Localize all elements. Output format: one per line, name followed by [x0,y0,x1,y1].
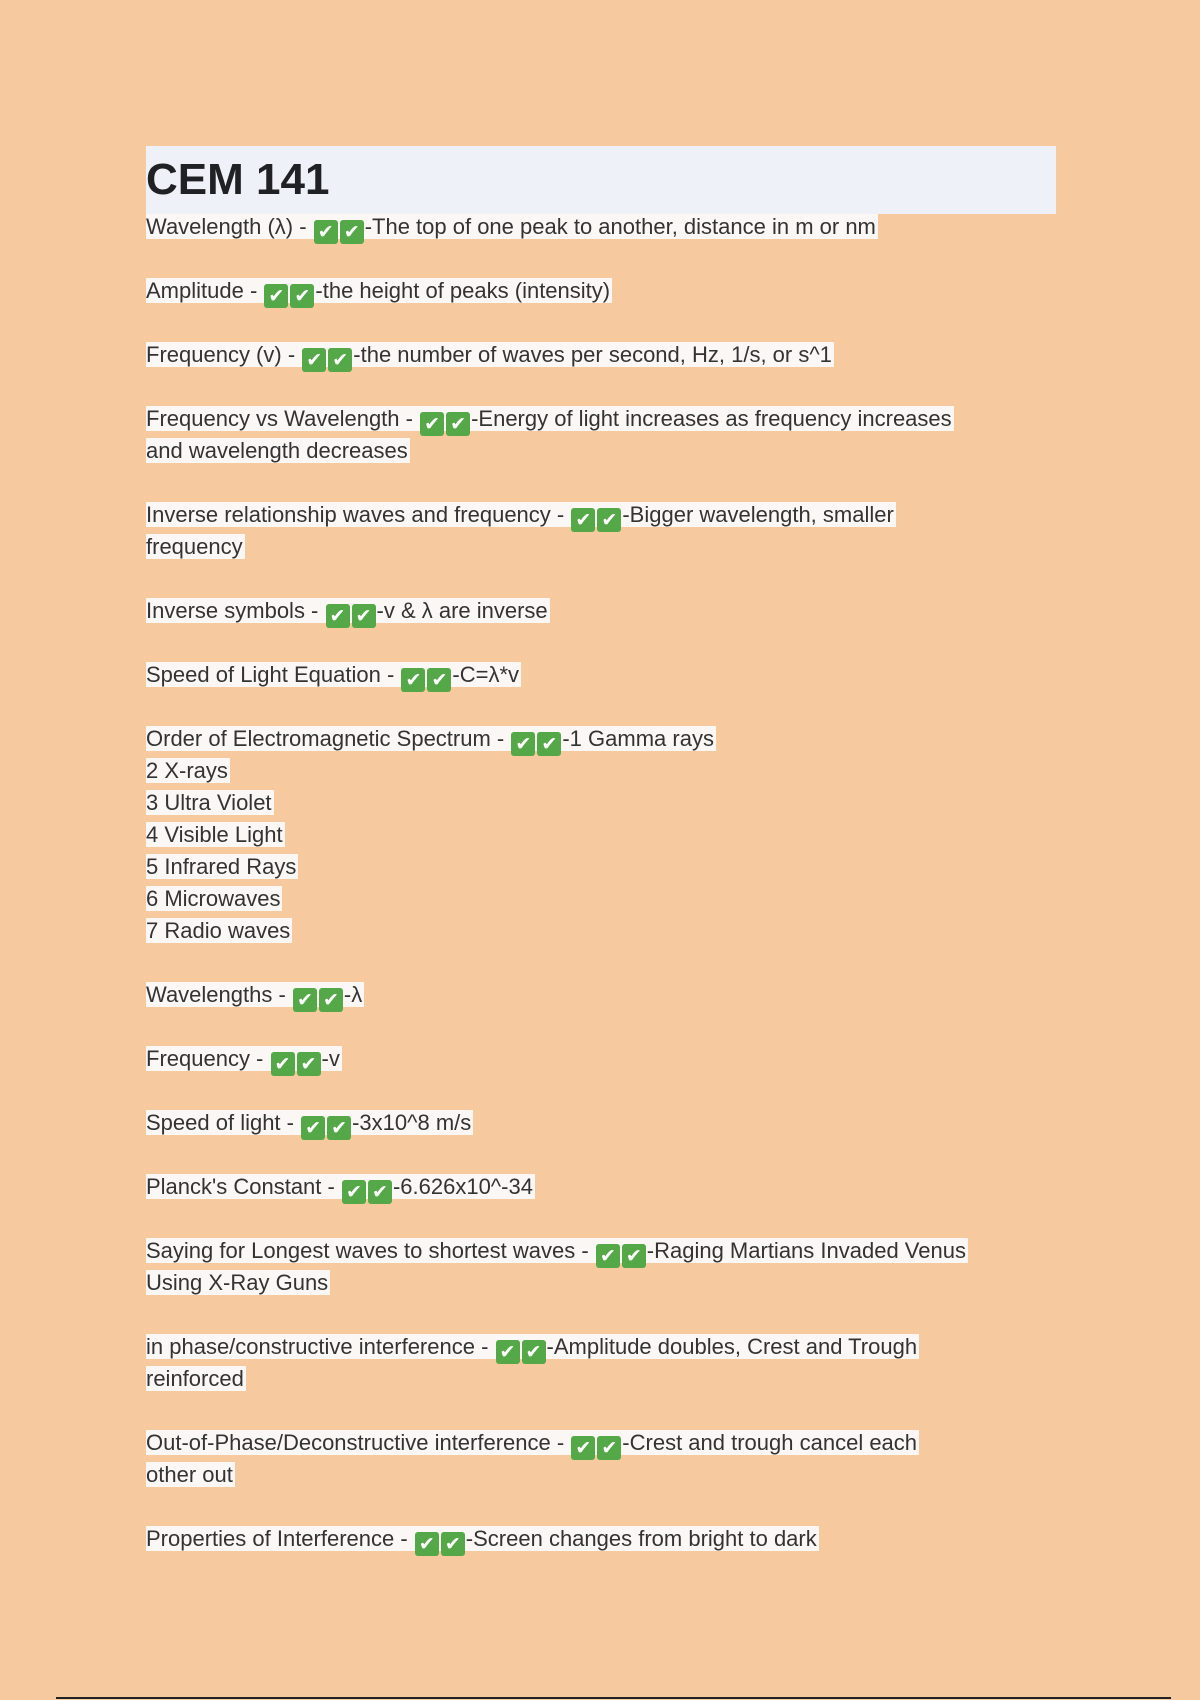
entry-first-line [146,1523,1066,1555]
entry-continuation-line [146,531,1066,563]
entry-term: Frequency vs Wavelength - [146,406,420,431]
entry-continuation-line [146,883,1066,915]
check-mark-icon: ✔ [597,1436,621,1460]
entry-definition: -Raging Martians Invaded Venus [646,1238,966,1263]
entry-continuation-line [146,819,1066,851]
entry-definition: 5 Infrared Rays [146,854,297,879]
page-title: CEM 141 [146,155,330,204]
entry-definition: -Crest and trough cancel each [622,1430,918,1455]
entry-definition: -The top of one peak to another, distance in m or nm [364,214,876,239]
flashcard-entry [146,1523,1066,1555]
check-mark-icon: ✔ [314,220,338,244]
highlighted-text [146,1238,968,1267]
check-mark-icon: ✔ [297,1052,321,1076]
entry-definition: -the height of peaks (intensity) [315,278,611,303]
highlighted-text [146,1270,330,1295]
entry-definition: -v [321,1046,340,1071]
entry-definition: -Bigger wavelength, smaller [622,502,894,527]
entry-term: Speed of Light Equation - [146,662,401,687]
check-mark-icon: ✔ [571,508,595,532]
entry-term: Wavelengths - [146,982,292,1007]
check-mark-icon: ✔ [401,668,425,692]
entry-term: Amplitude - [146,278,264,303]
flashcard-entry [146,339,1066,371]
entry-definition: 7 Radio waves [146,918,291,943]
flashcard-entry [146,1107,1066,1139]
check-mark-icon: ✔ [537,732,561,756]
flashcard-entry [146,659,1066,691]
flashcard-entry [146,499,1066,563]
check-mark-icon: ✔ [327,1116,351,1140]
entry-term: Inverse symbols - [146,598,325,623]
flashcard-entry [146,595,1066,627]
entry-definition: -1 Gamma rays [562,726,714,751]
entry-definition: 4 Visible Light [146,822,283,847]
entry-definition: -Energy of light increases as frequency increases [471,406,952,431]
entry-first-line [146,1427,1066,1459]
entry-first-line [146,1107,1066,1139]
entry-continuation-line [146,1363,1066,1395]
check-mark-icon: ✔ [302,348,326,372]
entry-continuation-line [146,755,1066,787]
highlighted-text [146,534,245,559]
entry-first-line [146,659,1066,691]
entry-definition: reinforced [146,1366,244,1391]
highlighted-text [146,758,230,783]
check-mark-icon: ✔ [441,1532,465,1556]
entry-first-line [146,339,1066,371]
highlighted-text [146,790,274,815]
highlighted-text [146,1366,246,1391]
entry-first-line [146,211,1066,243]
check-mark-icon: ✔ [342,1180,366,1204]
highlighted-text [146,662,521,691]
highlighted-text [146,1046,342,1075]
check-mark-icon: ✔ [290,284,314,308]
entry-first-line [146,1331,1066,1363]
entry-first-line [146,1043,1066,1075]
entry-continuation-line [146,435,1066,467]
entry-continuation-line [146,1267,1066,1299]
entry-definition: 6 Microwaves [146,886,281,911]
entry-term: Frequency - [146,1046,270,1071]
entry-definition: -the number of waves per second, Hz, 1/s, or s^1 [353,342,832,367]
entry-first-line [146,499,1066,531]
highlighted-text [146,1430,919,1459]
entry-continuation-line [146,851,1066,883]
entry-continuation-line [146,1459,1066,1491]
highlighted-text [146,214,878,243]
entry-definition: 3 Ultra Violet [146,790,272,815]
entry-definition: Using X-Ray Guns [146,1270,329,1295]
check-mark-icon: ✔ [427,668,451,692]
flashcard-entry [146,211,1066,243]
check-mark-icon: ✔ [293,988,317,1012]
footer-divider [56,1697,1171,1699]
highlighted-text [146,1334,919,1363]
entry-first-line [146,403,1066,435]
check-mark-icon: ✔ [511,732,535,756]
entry-definition: -v & λ are inverse [376,598,548,623]
entry-term: Speed of light - [146,1110,301,1135]
check-mark-icon: ✔ [446,412,470,436]
entry-definition: -λ [343,982,363,1007]
highlighted-text [146,918,292,943]
entry-first-line [146,1235,1066,1267]
check-mark-icon: ✔ [328,348,352,372]
flashcard-entry [146,275,1066,307]
flashcard-entry [146,979,1066,1011]
check-mark-icon: ✔ [496,1340,520,1364]
entry-continuation-line [146,915,1066,947]
entry-first-line [146,1171,1066,1203]
entry-term: Planck's Constant - [146,1174,341,1199]
entry-first-line [146,723,1066,755]
check-mark-icon: ✔ [596,1244,620,1268]
flashcard-entry [146,1427,1066,1491]
check-mark-icon: ✔ [415,1532,439,1556]
check-mark-icon: ✔ [264,284,288,308]
highlighted-text [146,406,954,435]
entry-definition: -3x10^8 m/s [352,1110,472,1135]
entry-term: Frequency (v) - [146,342,302,367]
flashcard-list [146,211,1066,1587]
entry-definition: -C=λ*v [452,662,520,687]
check-mark-icon: ✔ [352,604,376,628]
highlighted-text [146,854,298,879]
check-mark-icon: ✔ [326,604,350,628]
check-mark-icon: ✔ [340,220,364,244]
entry-definition: -Amplitude doubles, Crest and Trough [546,1334,918,1359]
entry-first-line [146,979,1066,1011]
highlighted-text [146,502,896,531]
entry-definition: frequency [146,534,243,559]
entry-term: Inverse relationship waves and frequency - [146,502,571,527]
highlighted-text [146,1110,473,1139]
check-mark-icon: ✔ [522,1340,546,1364]
flashcard-entry [146,723,1066,947]
flashcard-entry [146,403,1066,467]
entry-term: Order of Electromagnetic Spectrum - [146,726,511,751]
check-mark-icon: ✔ [597,508,621,532]
highlighted-text [146,1526,819,1555]
check-mark-icon: ✔ [301,1116,325,1140]
check-mark-icon: ✔ [571,1436,595,1460]
entry-definition: other out [146,1462,233,1487]
highlighted-text [146,982,364,1011]
check-mark-icon: ✔ [319,988,343,1012]
entry-definition: -Screen changes from bright to dark [465,1526,817,1551]
entry-definition: -6.626x10^-34 [392,1174,533,1199]
check-mark-icon: ✔ [420,412,444,436]
check-mark-icon: ✔ [271,1052,295,1076]
entry-definition: and wavelength decreases [146,438,408,463]
entry-term: in phase/constructive interference - [146,1334,495,1359]
highlighted-text [146,598,550,627]
entry-term: Out-of-Phase/Deconstructive interference - [146,1430,571,1455]
entry-term: Saying for Longest waves to shortest waves - [146,1238,595,1263]
flashcard-entry [146,1331,1066,1395]
check-mark-icon: ✔ [368,1180,392,1204]
flashcard-entry [146,1171,1066,1203]
check-mark-icon: ✔ [622,1244,646,1268]
entry-term: Wavelength (λ) - [146,214,313,239]
highlighted-text [146,886,282,911]
entry-first-line [146,595,1066,627]
entry-first-line [146,275,1066,307]
highlighted-text [146,342,834,371]
highlighted-text [146,278,612,307]
highlighted-text [146,822,285,847]
flashcard-entry [146,1043,1066,1075]
entry-definition: 2 X-rays [146,758,228,783]
entry-continuation-line [146,787,1066,819]
flashcard-entry [146,1235,1066,1299]
highlighted-text [146,1462,235,1487]
highlighted-text [146,726,716,755]
entry-term: Properties of Interference - [146,1526,414,1551]
highlighted-text [146,1174,535,1203]
highlighted-text [146,438,410,463]
